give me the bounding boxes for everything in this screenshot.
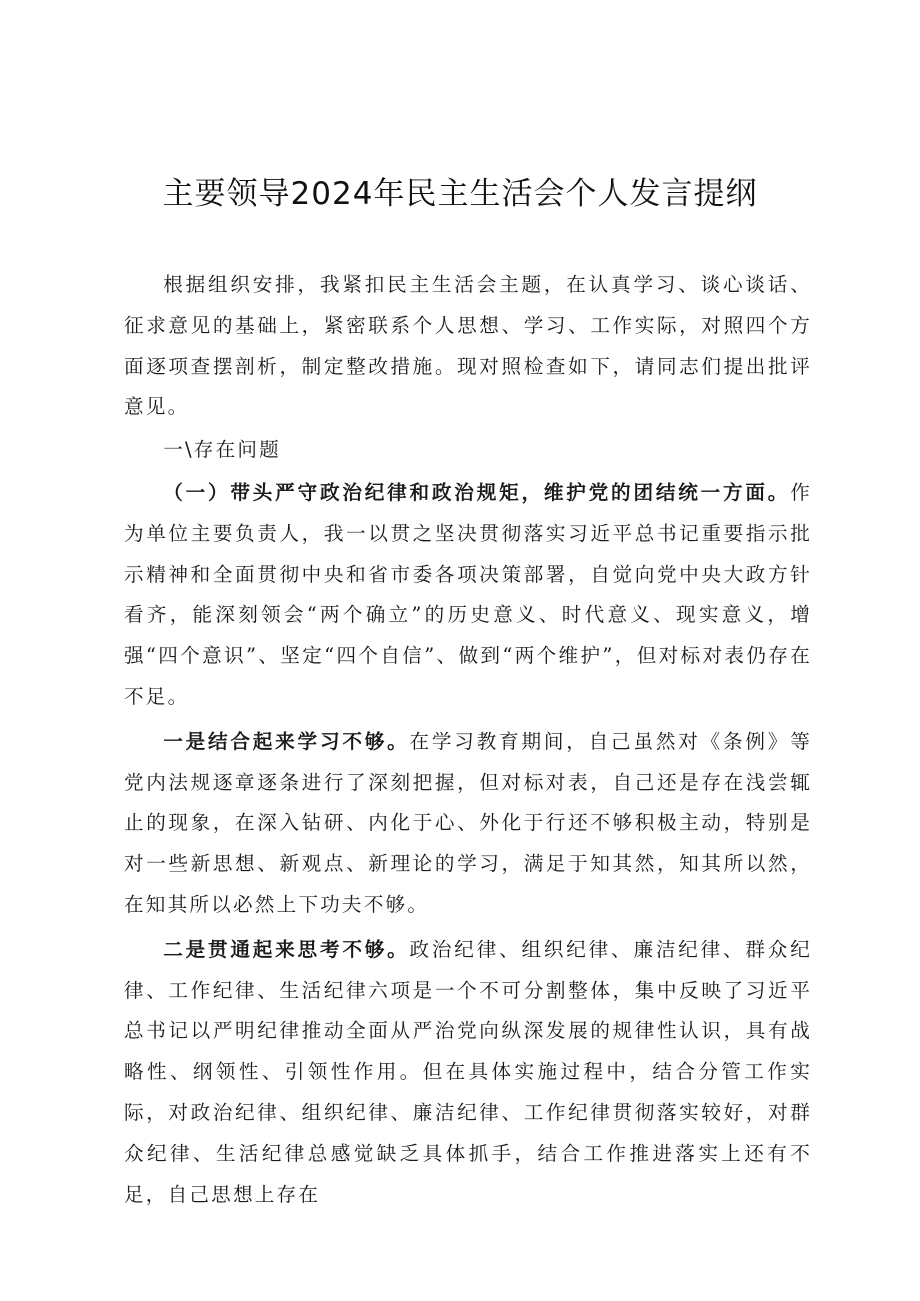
point-1-text: 在学习教育期间，自己虽然对《条例》等党内法规逐章逐条进行了深刻把握，但对标对表，自己还是存在浅尝辄止的现象，在深入钻研、内化于心、外化于行还不够积极主动，特别是对一些新思想、新观点、新理论的学习，满足于知其然，知其所以然，在知其所以必然上下功夫不够。 (124, 729, 812, 916)
point-paragraph-1 (124, 722, 812, 926)
document-body (124, 265, 812, 1215)
subsection-text: 作为单位主要负责人，我一以贯之坚决贯彻落实习近平总书记重要指示批示精神和全面贯彻中央和省市委各项决策部署，自觉向党中央大政方针看齐，能深刻领会“两个确立”的历史意义、时代意义、现实意义，增强“四个意识”、坚定“四个自信”、做到“两个维护”，但对标对表仍存在不足。 (124, 480, 812, 708)
point-2-text: 政治纪律、组织纪律、廉洁纪律、群众纪律、工作纪律、生活纪律六项是一个不可分割整体，集中反映了习近平总书记以严明纪律推动全面从严治党向纵深发展的规律性认识，具有战略性、纲领性、引领性作用。但在具体实施过程中，结合分管工作实际，对政治纪律、组织纪律、廉洁纪律、工作纪律贯彻落实较好，对群众纪律、生活纪律总感觉缺乏具体抓手，结合工作推进落实上还有不足，自己思想上存在 (124, 937, 812, 1206)
point-2-lead: 二是贯通起来思考不够。 (163, 937, 410, 961)
subsection-lead: （一）带头严守政治纪律和政治规矩，维护党的团结统一方面。 (163, 480, 791, 504)
intro-paragraph: 根据组织安排，我紧扣民主生活会主题，在认真学习、谈心谈话、征求意见的基础上，紧密联系个人思想、学习、工作实际，对照四个方面逐项查摆剖析，制定整改措施。现对照检查如下，请同志们提出批评意见。 (124, 273, 812, 419)
point-paragraph-2 (124, 930, 812, 1216)
subsection-paragraph (124, 473, 812, 718)
document-title: 主要领导2024年民主生活会个人发言提纲 (162, 176, 758, 212)
point-1-lead: 一是结合起来学习不够。 (163, 729, 410, 753)
section-heading-problems: 一\存在问题 (163, 438, 281, 462)
